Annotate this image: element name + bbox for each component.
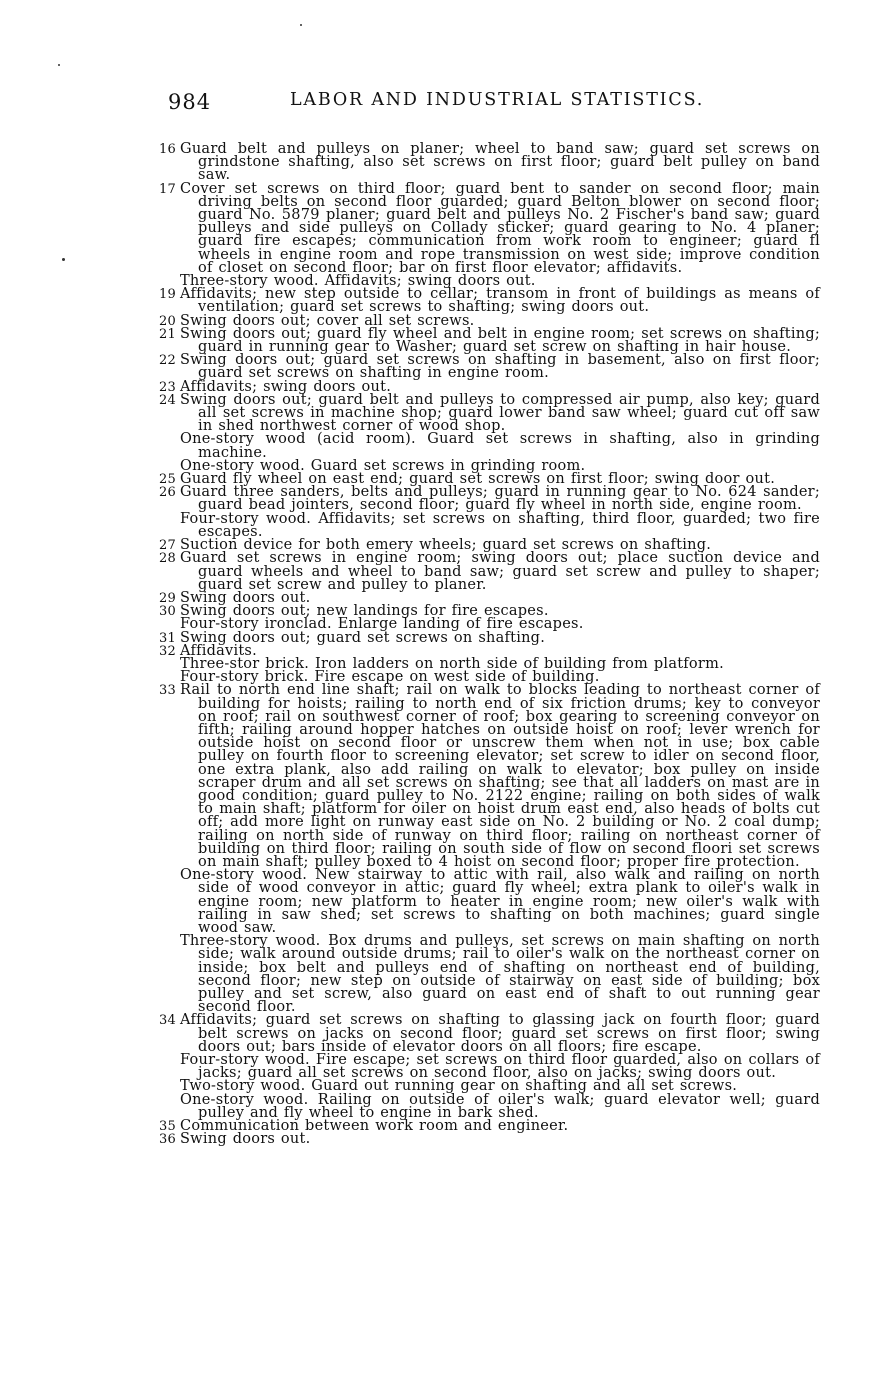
scan-speck (58, 64, 60, 66)
building-subentry: Two-story wood. Guard out running gear on shafting and all set screws. (180, 1078, 738, 1095)
entry-text: Swing doors out; cover all set screws. (180, 312, 475, 329)
building-subentry: One-story wood. Guard set screws in grinding room. (180, 457, 586, 474)
entry-number: 23 (158, 379, 176, 395)
entry-number: 21 (158, 326, 176, 342)
entry-number: 34 (158, 1013, 176, 1029)
inspection-entries-list (150, 143, 820, 1146)
building-subentry: Four-story brick. Fire escape on west side of building. (180, 669, 600, 686)
entry-number: 35 (158, 1119, 176, 1135)
entry-number: 28 (158, 551, 176, 567)
entry-text: Swing doors out. (180, 1131, 311, 1148)
entry-text: Guard fly wheel on east end; guard set screws on first floor; swing door out. (180, 471, 776, 488)
entry-text: Swing doors out; guard fly wheel and belt in engine room; set screws on shafting; guard in running gear to Washer; guard set screw on shafting in hair house. (180, 325, 820, 356)
entry-text: Cover set screws on third floor; guard bent to sander on second floor; main driving belts on second floor guarded; guard Belton blower on second floor; guard No. 5879 planer; guard belt and pulleys No. 2 Fischer's band saw; guard pulleys and side pulleys on Collady sticker; guard gearing to No. 4 planer; guard fire escapes; communication from work room to engineer; guard fl wheels in engine room and rope transmission on west side; improve condition of closet on second floor; bar on first floor elevator; affidavits. (180, 180, 820, 276)
inspection-entry (150, 486, 820, 512)
inspection-entry (150, 1133, 820, 1146)
entry-text: Swing doors out. (180, 589, 311, 606)
entry-number: 20 (158, 313, 176, 329)
building-subentry: One-story wood. Railing on outside of oiler's walk; guard elevator well; guard pulley and fly wheel to engine in bark shed. (180, 1091, 820, 1121)
inspection-entry (150, 391, 820, 435)
entry-number: 30 (158, 604, 176, 620)
building-subentry: One-story wood. New stairway to attic with rail, also walk and railing on north side of wood conveyor in attic; guard fly wheel; extra plank to oiler's walk in engine room; new platform to heater in engine room; new oiler's walk with railing in saw shed; set screws to shafting on both machines; guard single wood saw. (180, 867, 820, 936)
entry-number: 26 (158, 485, 176, 501)
building-subentry: Four-story wood. Fire escape; set screws on third floor guarded, also on collars of jacks; guard all set screws on second floor, also on jacks; swing doors out. (180, 1052, 820, 1082)
inspection-entry (150, 288, 820, 314)
inspection-entry (150, 354, 820, 380)
scan-speck (300, 24, 302, 26)
entry-text: Guard set screws in engine room; swing doors out; place suction device and guard wheels and wheel to band saw; guard set screw and pulley to shaper; guard set screw and pulley to planer. (180, 550, 820, 593)
building-subentry: Four-story wood. Affidavits; set screws on shafting, third floor, guarded; two fire escapes. (180, 510, 820, 540)
entry-text: Communication between work room and engineer. (180, 1118, 569, 1135)
entry-text: Affidavits; swing doors out. (180, 378, 392, 395)
entry-text: Guard three sanders, belts and pulleys; guard in running gear to No. 624 sander; guard bead jointers, second floor; guard fly wheel in north side, engine room. (180, 484, 820, 514)
entry-number: 16 (158, 142, 176, 157)
inspection-entry (150, 642, 820, 659)
inspection-entry (150, 552, 820, 592)
entry-text: Suction device for both emery wheels; guard set screws on shafting. (180, 537, 712, 554)
building-subentry: Three-story wood. Affidavits; swing doors out. (180, 273, 536, 290)
building-subentry: One-story wood (acid room). Guard set screws in shafting, also in grinding machine. (180, 431, 820, 461)
entry-number: 33 (158, 683, 176, 699)
entry-number: 32 (158, 643, 176, 659)
entry-text: Affidavits. (180, 642, 257, 659)
entry-text: Guard belt and pulleys on planer; wheel to band saw; guard set screws on grindstone shafting, also set screws on first floor; guard belt pulley on band saw. (180, 141, 820, 184)
page-number: 984 (168, 90, 212, 114)
entry-number: 25 (158, 472, 176, 488)
entry-number: 27 (158, 538, 176, 554)
entry-number: 36 (158, 1132, 176, 1148)
building-subentry: Three-stor brick. Iron ladders on north side of building from platform. (180, 655, 724, 672)
entry-number: 24 (158, 392, 176, 408)
building-subentry: Three-story wood. Box drums and pulleys, set screws on main shafting on north side; walk around outside drums; rail to oiler's walk on the northeast corner on inside; box belt and pulleys end of shafting on northeast end of building, second floor; new step on outside of stairway on east side of building; box pulley and set screw, also guard on east end of shaft to out running gear second floor. (180, 933, 820, 1016)
entry-number: 17 (158, 181, 176, 197)
entry-number: 31 (158, 630, 176, 646)
entry-text: Affidavits; guard set screws on shafting to glassing jack on fourth floor; guard belt screws on jacks on second floor; guard set screws on first floor; swing doors out; bars inside of elevator doors on all floors; fire escape. (180, 1012, 820, 1055)
entry-text: Swing doors out; guard set screws on shafting in basement, also on first floor; guard set screws on shafting in engine room. (180, 352, 820, 382)
entry-text: Swing doors out; new landings for fire escapes. (180, 603, 549, 620)
entry-text: Rail to north end line shaft; rail on walk to blocks leading to northeast corner of building for hoists; railing to north end of six friction drums; key to conveyor on roof; rail on southwest corner of roof; box gearing to screening conveyor on fifth; railing around hopper hatches on outside hoist on roof; lever wrench for outside hoist on second floor or unscrew them when not in use; box cable pulley on fourth floor to screening elevator; set screw to idler on second floor, one extra plank, also add railing on walk to elevator; box pulley on inside scraper drum and all set screws on shafting; see that all ladders on mast are in good condition; guard pulley to No. 2122 engine; railing on both sides of walk to main shaft; platform for oiler on hoist drum east end, also heads of bolts cut off; add more light on runway east side on No. 2 building or No. 2 coal dump; railing on north side of runway on third floor; railing on northeast corner of building on third floor; railing on south side of flow on second floori set screws on main shaft; pulley boxed to 4 hoist on second floor; proper fire protection. (180, 682, 820, 870)
entry-number: 22 (158, 353, 176, 369)
scan-speck (62, 258, 65, 261)
inspection-entry (150, 143, 820, 183)
entry-number: 19 (158, 287, 176, 303)
inspection-entry (150, 1014, 820, 1054)
entry-text: Swing doors out; guard belt and pulleys to compressed air pump, also key; guard all set screws in machine shop; guard lower band saw wheel; guard cut off saw in shed northwest corner of wood shop. (180, 391, 820, 435)
entry-number: 29 (158, 590, 176, 606)
inspection-entry (150, 325, 820, 356)
inspection-entry (150, 180, 820, 276)
running-head: LABOR AND INDUSTRIAL STATISTICS. (290, 90, 705, 110)
inspection-entry (150, 684, 820, 869)
inspection-entry (150, 605, 820, 618)
entry-text: Affidavits; new step outside to cellar; transom in front of buildings as means of ventilation; guard set screws to shafting; swing doors out. (180, 286, 820, 316)
building-subentry: Four-story ironclad. Enlarge landing of fire escapes. (180, 616, 584, 633)
entry-text: Swing doors out; guard set screws on shafting. (180, 629, 546, 646)
